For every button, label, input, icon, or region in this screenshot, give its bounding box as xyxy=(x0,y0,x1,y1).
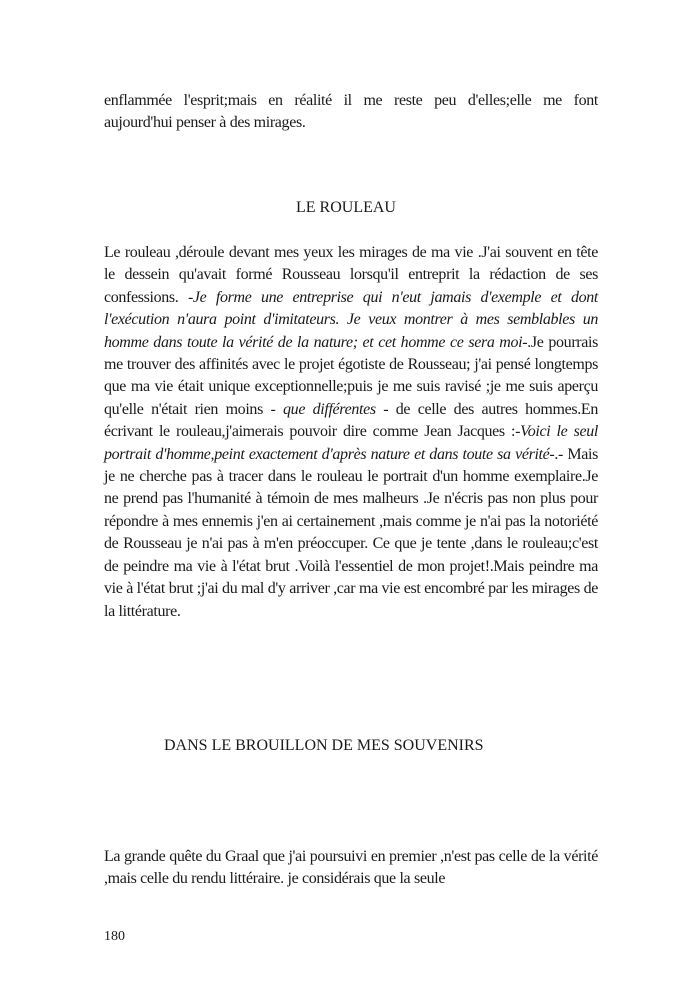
rousseau-quote-1: -Je forme une entreprise qui n'eut jamais d'exemple et dont l'exécution n'aura point d'imitateurs. Je veux montrer à mes semblables un homme dans toute la vérité de la nature; et cet homme ce sera moi- xyxy=(104,288,599,351)
intro-line-2: aujourd'hui penser à des mirages. xyxy=(104,114,306,132)
rouleau-text-2: .Je pourrais me trouver des affinités avec le projet égotiste de Rousseau; j'ai pensé longtemps que ma vie était unique exceptionnelle;puis je me suis ravisé ;je me suis aperçu qu'elle n'était rien moins xyxy=(104,333,598,418)
intro-paragraph xyxy=(104,90,598,135)
page-number: 180 xyxy=(104,929,125,944)
rouleau-text-1: Le rouleau ,déroule devant mes yeux les mirages de ma vie .J'ai souvent en tête le dessein qu'avait formé Rousseau lorsqu'il entreprit la rédaction de ses confessions. xyxy=(104,244,598,306)
rousseau-quote-3: -Voici le seul portrait d'homme,peint exactement d'après nature et dans toute sa vérité- xyxy=(104,423,598,463)
intro-line-1: enflammée l'esprit;mais en réalité il me reste peu d'elles;elle me font xyxy=(104,92,598,109)
section-title-rouleau: LE ROULEAU xyxy=(296,199,396,216)
rouleau-text-4: .- Mais je ne cherche pas à tracer dans le rouleau le portrait d'un homme exemplaire.Je ne prend pas l'humanité à témoin de mes malheurs .Je n'écris pas non plus pour répondre à mes ennemis j'en ai certainement ,mais comme je n'ai pas la notoriété de Rousseau je n'ai pas à m'en préoccuper. Ce que je tente ,dans le rouleau;c'est de peindre ma vie à l'état brut .Voilà l'essentiel de mon projet!.Mais peindre ma vie à l'état brut ;j'ai du mal d'y arriver ,car ma vie est encombré par les mirages de la littérature. xyxy=(104,445,598,620)
rouleau-text-3: de celle des autres hommes.En écrivant le rouleau,j'aimerais pouvoir dire comme Jean Jacques : xyxy=(104,400,598,441)
rouleau-paragraph xyxy=(104,242,598,623)
brouillon-paragraph: La grande quête du Graal que j'ai poursuivi en premier ,n'est pas celle de la vérité ,mais celle du rendu littéraire. je considérais que la seule xyxy=(104,848,598,888)
rousseau-quote-2: - que différentes - xyxy=(270,400,389,418)
section-title-brouillon: DANS LE BROUILLON DE MES SOUVENIRS xyxy=(164,737,484,754)
